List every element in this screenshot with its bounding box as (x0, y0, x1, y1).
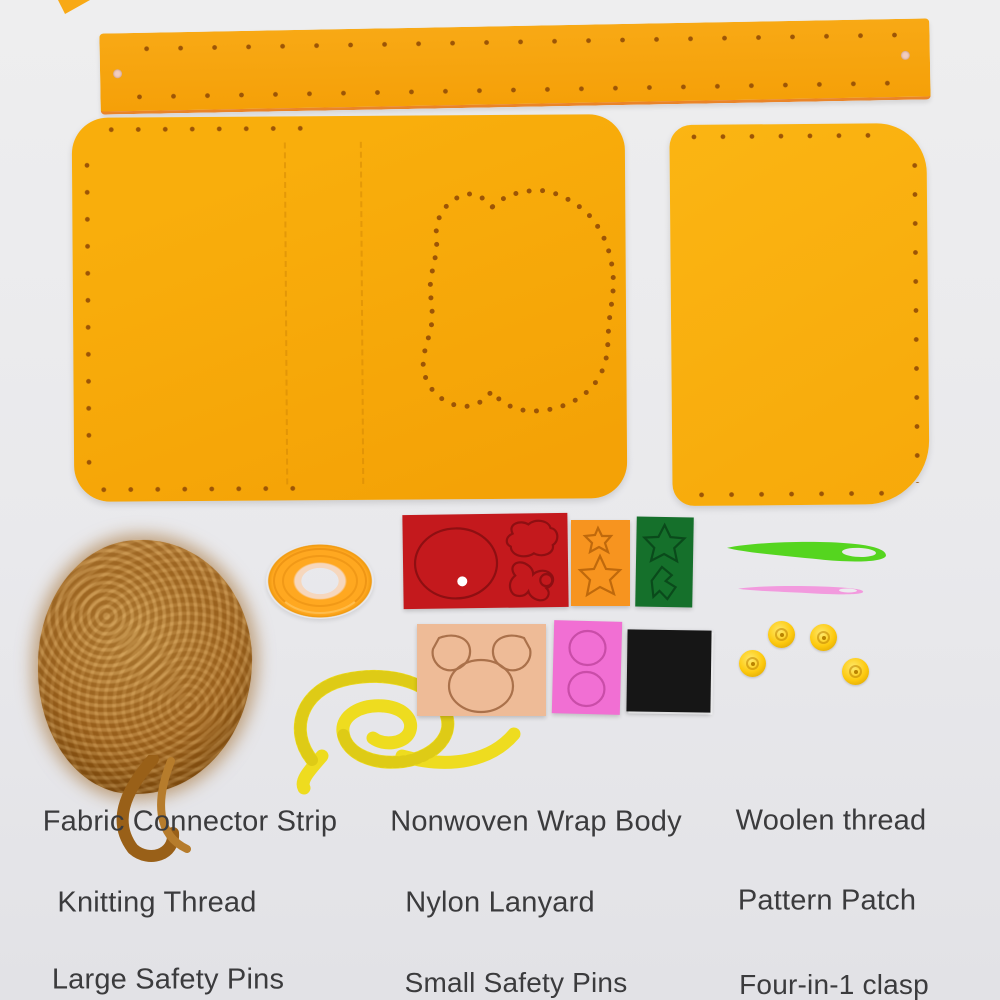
pattern-patch-pink (552, 620, 622, 715)
pattern-patch-orange (571, 520, 630, 606)
stitch-holes-bottom (122, 80, 907, 100)
fold-line (284, 142, 288, 484)
fabric-connector-strip (99, 18, 930, 114)
stitch-holes-top (679, 132, 891, 140)
pattern-patch-tan (417, 624, 546, 716)
snap-button (810, 624, 837, 651)
stitch-holes-left (84, 152, 92, 484)
pattern-patch-green (635, 517, 694, 608)
label-nonwoven-wrap-body: Nonwoven Wrap Body (390, 805, 682, 838)
pattern-patch-black (626, 629, 711, 712)
stitch-holes-bottom (687, 490, 893, 498)
orange-patch-die-cuts (571, 520, 630, 606)
strip-end-hole-left (113, 69, 122, 78)
label-four-in-1-clasp: Four-in-1 clasp (739, 969, 929, 1000)
bear-face-perforation-outline (410, 180, 624, 427)
stitch-holes-top (130, 32, 905, 52)
label-nylon-lanyard: Nylon Lanyard (405, 886, 595, 919)
fold-line (360, 142, 364, 484)
label-knitting-thread: Knitting Thread (57, 886, 257, 919)
tan-patch-die-cuts (417, 624, 546, 716)
green-patch-die-cuts (635, 517, 694, 608)
side-panel (669, 123, 929, 506)
snap-button (768, 621, 795, 648)
label-woolen-thread: Woolen thread (735, 804, 927, 837)
strip-end-hole-right (901, 51, 910, 60)
red-patch-die-cuts (402, 513, 568, 609)
label-fabric-connector-strip: Fabric Connector Strip (42, 805, 338, 838)
knitting-thread-coil (266, 543, 374, 619)
pattern-patch-red (402, 513, 568, 609)
large-safety-pin-needle (724, 531, 893, 571)
label-large-safety-pins: Large Safety Pins (51, 963, 285, 996)
snap-button (739, 650, 766, 677)
stitch-holes-bottom (90, 485, 298, 492)
small-safety-pin-needle (736, 582, 866, 599)
pink-patch-die-cuts (552, 620, 622, 715)
stitch-holes-right (912, 151, 921, 483)
stitch-holes-top (98, 125, 310, 132)
red-patch-punched-hole (457, 576, 467, 586)
nonwoven-wrap-body (72, 114, 628, 502)
label-small-safety-pins: Small Safety Pins (404, 967, 628, 998)
snap-button (842, 658, 869, 685)
felt-corner-scrap (58, 0, 90, 14)
label-pattern-patch: Pattern Patch (737, 884, 917, 917)
